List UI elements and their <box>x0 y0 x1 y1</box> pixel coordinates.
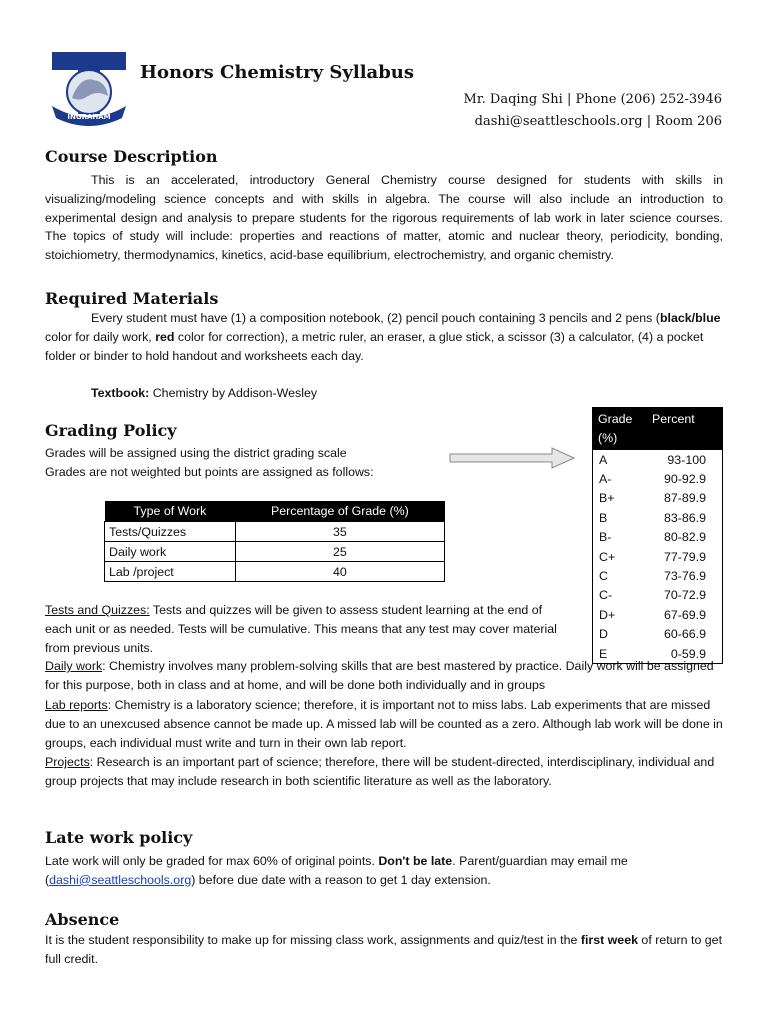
grade-range-cell: 87-89.9 <box>663 491 706 506</box>
table-row <box>593 508 723 527</box>
grade-range-cell: 0-59.9 <box>670 646 706 661</box>
grade-range-cell: 60-66.9 <box>663 627 706 642</box>
arrow-right-icon <box>448 446 578 470</box>
work-percent-cell: 25 <box>235 542 444 562</box>
grade-range-cell: 77-79.9 <box>663 549 706 564</box>
projects-paragraph: Projects: Research is an important part of science; therefore, there will be student-directed, interdisciplinary, individual and group projects that may include research in both scientific literature as well as the laboratory. <box>45 755 715 788</box>
grading-line-2: Grades are not weighted but points are assigned as follows: <box>45 465 374 479</box>
school-logo <box>48 46 130 128</box>
grade-scale-table <box>592 407 723 664</box>
tests-quizzes-paragraph: Tests and Quizzes: Tests and quizzes will be given to assess student learning at the end of each unit or as needed. Tests will be cumulative. This means that any test may cover material from previous units. <box>45 603 557 655</box>
work-type-header: Type of Work <box>105 501 236 522</box>
table-row <box>593 489 723 508</box>
grade-letter-cell: D+ <box>599 607 616 622</box>
table-row <box>593 450 723 469</box>
grading-policy-heading: Grading Policy <box>45 421 177 440</box>
grade-letter-cell: E <box>599 646 608 661</box>
page-title: Honors Chemistry Syllabus <box>140 62 414 83</box>
table-row <box>105 542 445 562</box>
grade-letter-cell: B <box>599 510 608 525</box>
lab-reports-paragraph: Lab reports: Chemistry is a laboratory science; therefore, it is important not to miss labs. Lab experiments that are missed due to an unexcused absence cannot be made up. A missed lab will be counted as a zero. Although lab work will be done in groups, each individual must write and turn in their own lab report. <box>45 698 723 750</box>
svg-text:INGRAHAM: INGRAHAM <box>67 113 111 121</box>
required-materials-heading: Required Materials <box>45 289 219 308</box>
grade-letter-cell: C <box>599 569 608 584</box>
grade-range-cell: 83-86.9 <box>663 510 706 525</box>
table-row <box>593 469 723 488</box>
grade-range-cell: 70-72.9 <box>663 588 706 603</box>
work-type-cell: Lab /project <box>105 562 236 582</box>
table-row <box>105 522 445 542</box>
grade-letter-cell: C- <box>599 588 613 603</box>
table-row <box>593 625 723 644</box>
grading-line-1: Grades will be assigned using the district grading scale <box>45 446 347 460</box>
contact-line-2: dashi@seattleschools.org | Room 206 <box>474 114 722 129</box>
required-materials-text: Every student must have (1) a composition notebook, (2) pencil pouch containing 3 pencils and 2 pens (black/blue color for daily work, red color for correction), a metric ruler, an eraser, a glue stick, a scissor (3) a calculator, (4) a pocket folder or binder to hold handout and worksheets each day. <box>45 311 721 363</box>
course-description-heading: Course Description <box>45 147 218 166</box>
late-work-heading: Late work policy <box>45 828 193 847</box>
table-row <box>593 586 723 605</box>
grade-letter-cell: D <box>599 627 608 642</box>
table-row <box>105 562 445 582</box>
work-percent-cell: 40 <box>235 562 444 582</box>
grade-letter-cell: A- <box>599 472 612 487</box>
late-work-text: Late work will only be graded for max 60% of original points. Don't be late. Parent/guardian may email me (dashi@seattleschools.org) before due date with a reason to get 1 day extension. <box>45 854 628 887</box>
table-row <box>593 566 723 585</box>
work-percent-cell: 35 <box>235 522 444 542</box>
table-row <box>593 605 723 624</box>
textbook-line: Textbook: Chemistry by Addison-Wesley <box>91 386 318 400</box>
grade-range-cell: 73-76.9 <box>663 569 706 584</box>
contact-line-1: Mr. Daqing Shi | Phone (206) 252-3946 <box>463 92 722 107</box>
grade-range-cell: 93-100 <box>667 452 706 467</box>
grade-letter-cell: B+ <box>599 491 615 506</box>
daily-work-paragraph: Daily work: Chemistry involves many problem-solving skills that are best mastered by practice. Daily work will be assigned for this purpose, both in class and at home, and will be done both individually and in groups <box>45 659 714 692</box>
grade-range-cell: 90-92.9 <box>663 472 706 487</box>
work-type-cell: Daily work <box>105 542 236 562</box>
work-percent-header: Percentage of Grade (%) <box>235 501 444 522</box>
table-row <box>593 528 723 547</box>
table-row <box>593 547 723 566</box>
grade-range-cell: 67-69.9 <box>663 607 706 622</box>
email-link[interactable]: dashi@seattleschools.org <box>49 872 192 887</box>
work-type-cell: Tests/Quizzes <box>105 522 236 542</box>
absence-text: It is the student responsibility to make up for missing class work, assignments and quiz/test in the first week of return to get full credit. <box>45 933 723 966</box>
grade-header: Grade (%) <box>593 408 648 451</box>
grade-letter-cell: C+ <box>599 549 616 564</box>
grade-letter-cell: B- <box>599 530 612 545</box>
grade-letter-cell: A <box>599 452 608 467</box>
absence-heading: Absence <box>45 910 120 929</box>
percent-header: Percent <box>647 408 723 451</box>
grade-range-cell: 80-82.9 <box>663 530 706 545</box>
work-type-table <box>104 501 445 582</box>
course-description-text: This is an accelerated, introductory General Chemistry course designed for students with skills in visualizing/modeling science concepts and with skills in algebra. The course will also include an introduction to experimental design and analysis to prepare students for the rigorous requirements of lab work in later science courses. The topics of study will include: properties and reactions of matter, atomic and nuclear theory, periodicity, bonding, stoichiometry, thermodynamics, kinetics, acid-base equilibrium, electrochemistry, and organic chemistry. <box>45 173 723 263</box>
